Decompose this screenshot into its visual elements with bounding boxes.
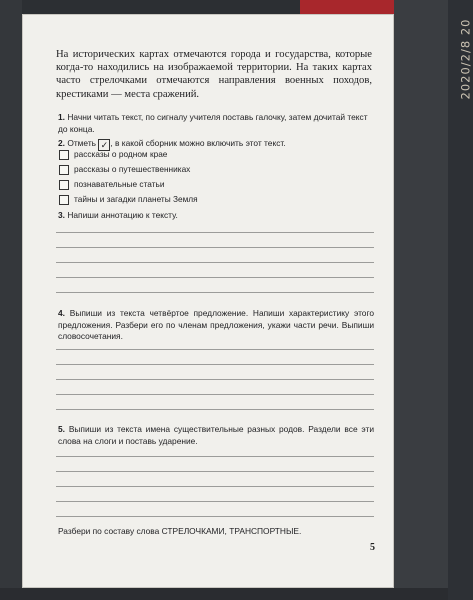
answer-line <box>56 516 374 517</box>
task-1-text: Начни читать текст, по сигналу учителя поставь галочку, затем дочитай текст до конца. <box>58 112 368 134</box>
task-1 <box>58 112 372 135</box>
task-5 <box>58 424 374 447</box>
task-3-text: Напиши аннотацию к тексту. <box>67 210 178 220</box>
answer-line <box>56 409 374 410</box>
task-2-text-before: Отметь <box>67 138 97 148</box>
answer-line <box>56 471 374 472</box>
answer-line <box>56 486 374 487</box>
task-5-number: 5. <box>58 424 65 434</box>
answer-line <box>56 232 374 233</box>
task-4 <box>58 308 374 343</box>
answer-line <box>56 262 374 263</box>
option-label-4: тайны и загадки планеты Земля <box>74 194 198 204</box>
check-mark-box: ✓ <box>98 139 110 151</box>
task-2-text-after: , в какой сборник можно включить этот текст. <box>110 138 286 148</box>
answer-line <box>56 277 374 278</box>
option-checkbox-2[interactable] <box>59 165 69 175</box>
task-4-number: 4. <box>58 308 65 318</box>
option-label-1: рассказы о родном крае <box>74 149 168 159</box>
answer-line <box>56 292 374 293</box>
option-checkbox-4[interactable] <box>59 195 69 205</box>
option-label-2: рассказы о путешественниках <box>74 164 191 174</box>
option-label-3: познавательные статьи <box>74 179 165 189</box>
option-checkbox-1[interactable] <box>59 150 69 160</box>
answer-line <box>56 501 374 502</box>
task-5-text: Выпиши из текста имена существительные разных родов. Раздели все эти слова на слоги и поставь ударение. <box>58 424 375 446</box>
option-checkbox-3[interactable] <box>59 180 69 190</box>
page-number: 5 <box>370 542 375 553</box>
answer-line <box>56 456 374 457</box>
task-2-number: 2. <box>58 138 65 148</box>
footer-task: Разбери по составу слова СТРЕЛОЧКАМИ, ТРАНСПОРТНЫЕ. <box>58 526 302 536</box>
answer-line <box>56 364 374 365</box>
answer-line <box>56 394 374 395</box>
answer-line <box>56 349 374 350</box>
task-1-number: 1. <box>58 112 65 122</box>
task-3 <box>58 210 372 222</box>
workbook-page <box>22 14 394 588</box>
date-stamp: 2020/2/8 20 <box>458 18 473 100</box>
task-4-text: Выпиши из текста четвёртое предложение. Напиши характеристику этого предложения. Разбери его по членам предложения, укажи части речи. Выпиши словосочетания. <box>58 308 374 342</box>
answer-line <box>56 247 374 248</box>
task-3-number: 3. <box>58 210 65 220</box>
answer-line <box>56 379 374 380</box>
intro-paragraph: На исторических картах отмечаются города и государства, которые когда-то находились на изображаемой территории. На таких картах часто стрелочками отмечаются направления военных походов, крестиками — места сражений. <box>56 49 372 100</box>
